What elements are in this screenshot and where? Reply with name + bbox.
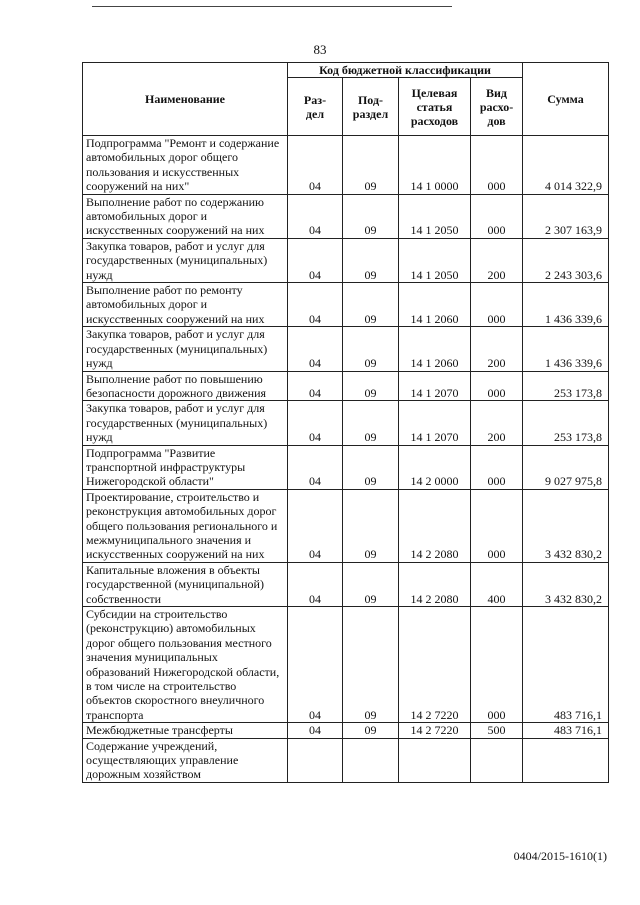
row-podrazdel: 09	[343, 283, 399, 327]
row-target-article: 14 1 2070	[399, 371, 471, 401]
row-name: Выполнение работ по содержанию автомобильных дорог и искусственных сооружений на них	[83, 194, 288, 238]
row-target-article: 14 1 2060	[399, 327, 471, 371]
row-sum: 9 027 975,8	[523, 445, 609, 489]
row-razdel: 04	[288, 562, 343, 606]
row-podrazdel: 09	[343, 238, 399, 282]
row-podrazdel: 09	[343, 445, 399, 489]
table-body	[83, 136, 609, 783]
row-razdel: 04	[288, 445, 343, 489]
row-expense-type: 400	[471, 562, 523, 606]
row-sum: 253 173,8	[523, 401, 609, 445]
row-razdel: 04	[288, 238, 343, 282]
row-expense-type: 000	[471, 283, 523, 327]
page-number: 83	[313, 42, 327, 57]
row-podrazdel: 09	[343, 723, 399, 738]
document-code: 0404/2015-1610(1)	[513, 849, 607, 863]
header-podrazdel: Под- раздел	[343, 78, 399, 136]
row-sum: 3 432 830,2	[523, 562, 609, 606]
header-sum: Сумма	[523, 63, 609, 136]
row-sum: 1 436 339,6	[523, 327, 609, 371]
row-razdel: 04	[288, 136, 343, 195]
row-razdel	[288, 738, 343, 782]
table-header	[83, 63, 609, 136]
row-target-article: 14 2 2080	[399, 562, 471, 606]
row-podrazdel: 09	[343, 401, 399, 445]
row-name: Закупка товаров, работ и услуг для государственных (муниципальных) нужд	[83, 327, 288, 371]
row-name: Закупка товаров, работ и услуг для государственных (муниципальных) нужд	[83, 238, 288, 282]
table-row	[83, 723, 609, 738]
table-row	[83, 607, 609, 723]
row-podrazdel: 09	[343, 371, 399, 401]
row-name: Выполнение работ по ремонту автомобильных дорог и искусственных сооружений на них	[83, 283, 288, 327]
row-expense-type: 000	[471, 607, 523, 723]
row-podrazdel	[343, 738, 399, 782]
table-row	[83, 371, 609, 401]
row-expense-type: 500	[471, 723, 523, 738]
row-sum: 253 173,8	[523, 371, 609, 401]
row-expense-type: 000	[471, 194, 523, 238]
row-razdel: 04	[288, 723, 343, 738]
header-razdel: Раз- дел	[288, 78, 343, 136]
row-razdel: 04	[288, 194, 343, 238]
budget-table	[82, 62, 609, 783]
row-expense-type: 000	[471, 445, 523, 489]
row-sum: 4 014 322,9	[523, 136, 609, 195]
row-expense-type: 000	[471, 371, 523, 401]
row-podrazdel: 09	[343, 562, 399, 606]
row-podrazdel: 09	[343, 607, 399, 723]
row-razdel: 04	[288, 401, 343, 445]
row-name: Субсидии на строительство (реконструкцию) автомобильных дорог общего пользования местного значения муниципальных образований Нижегородской области, в том числе на строительство объектов скоростного внеуличного транспорта	[83, 607, 288, 723]
row-name: Выполнение работ по повышению безопасности дорожного движения	[83, 371, 288, 401]
row-expense-type: 000	[471, 136, 523, 195]
header-name: Наименование	[83, 63, 288, 136]
table-row	[83, 401, 609, 445]
table-row	[83, 445, 609, 489]
row-sum: 2 243 303,6	[523, 238, 609, 282]
row-sum: 483 716,1	[523, 607, 609, 723]
row-target-article: 14 1 2050	[399, 238, 471, 282]
table-row	[83, 489, 609, 562]
table-row	[83, 738, 609, 782]
table-row	[83, 327, 609, 371]
row-target-article	[399, 738, 471, 782]
row-razdel: 04	[288, 371, 343, 401]
row-name: Подпрограмма "Развитие транспортной инфраструктуры Нижегородской области"	[83, 445, 288, 489]
row-podrazdel: 09	[343, 136, 399, 195]
table-row	[83, 238, 609, 282]
table-row	[83, 283, 609, 327]
row-target-article: 14 1 2060	[399, 283, 471, 327]
row-name: Подпрограмма "Ремонт и содержание автомобильных дорог общего пользования и искусственных сооружений на них"	[83, 136, 288, 195]
row-target-article: 14 2 0000	[399, 445, 471, 489]
row-razdel: 04	[288, 327, 343, 371]
row-expense-type: 200	[471, 401, 523, 445]
row-sum	[523, 738, 609, 782]
row-target-article: 14 2 2080	[399, 489, 471, 562]
top-rule	[92, 6, 452, 7]
row-target-article: 14 2 7220	[399, 607, 471, 723]
header-target-article: Целевая статья расходов	[399, 78, 471, 136]
table-row	[83, 194, 609, 238]
table-row	[83, 562, 609, 606]
row-target-article: 14 1 2070	[399, 401, 471, 445]
header-expense-type: Вид расхо- дов	[471, 78, 523, 136]
row-target-article: 14 2 7220	[399, 723, 471, 738]
row-expense-type: 000	[471, 489, 523, 562]
row-expense-type: 200	[471, 238, 523, 282]
row-razdel: 04	[288, 283, 343, 327]
row-podrazdel: 09	[343, 489, 399, 562]
header-budget-code-group: Код бюджетной классификации	[288, 63, 523, 78]
row-razdel: 04	[288, 607, 343, 723]
row-expense-type	[471, 738, 523, 782]
table-row	[83, 136, 609, 195]
row-name: Содержание учреждений, осуществляющих управление дорожным хозяйством	[83, 738, 288, 782]
row-sum: 1 436 339,6	[523, 283, 609, 327]
row-razdel: 04	[288, 489, 343, 562]
row-sum: 483 716,1	[523, 723, 609, 738]
row-expense-type: 200	[471, 327, 523, 371]
row-podrazdel: 09	[343, 327, 399, 371]
row-target-article: 14 1 0000	[399, 136, 471, 195]
row-name: Закупка товаров, работ и услуг для государственных (муниципальных) нужд	[83, 401, 288, 445]
row-sum: 2 307 163,9	[523, 194, 609, 238]
row-podrazdel: 09	[343, 194, 399, 238]
row-name: Проектирование, строительство и реконструкция автомобильных дорог общего пользования регионального и межмуниципального значения и искусственных сооружений на них	[83, 489, 288, 562]
row-sum: 3 432 830,2	[523, 489, 609, 562]
row-target-article: 14 1 2050	[399, 194, 471, 238]
row-name: Капитальные вложения в объекты государственной (муниципальной) собственности	[83, 562, 288, 606]
row-name: Межбюджетные трансферты	[83, 723, 288, 738]
